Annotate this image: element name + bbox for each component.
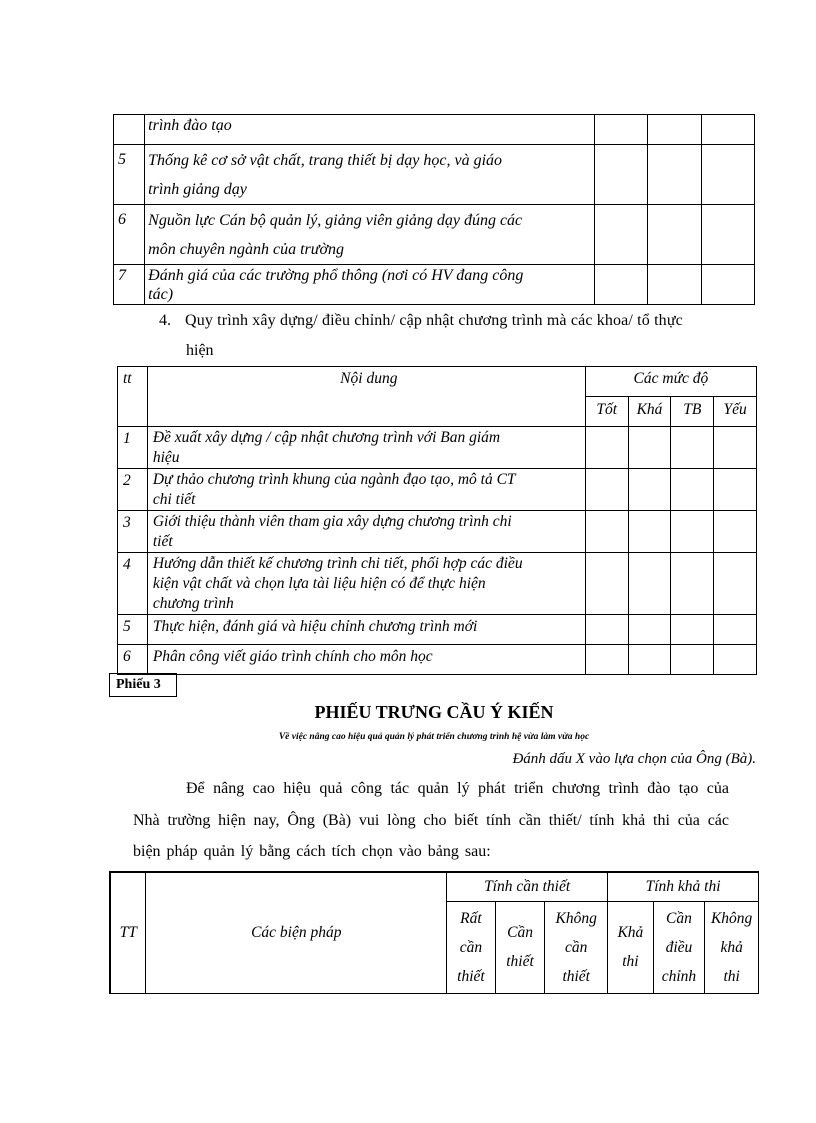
level-tot: Tốt <box>585 397 628 427</box>
rating-cell[interactable] <box>714 553 757 615</box>
rating-cell[interactable] <box>671 615 714 645</box>
row-number: 5 <box>118 615 148 645</box>
col-not-necessary: Không cần thiết <box>545 901 608 993</box>
col-necessary: Cần thiết <box>495 901 545 993</box>
group-header-feasibility: Tính khả thi <box>608 872 759 901</box>
rating-cell[interactable] <box>585 615 628 645</box>
rating-cell[interactable] <box>648 205 701 265</box>
col-header-measures: Các biện pháp <box>146 872 447 993</box>
rating-cell[interactable] <box>595 205 648 265</box>
rating-cell[interactable] <box>585 427 628 469</box>
rating-cell[interactable] <box>585 469 628 511</box>
rating-cell[interactable] <box>628 553 671 615</box>
criteria-table-continued <box>113 114 755 305</box>
row-text: Dự thảo chương trình khung của ngành đạo tạo, mô tả CT chi tiết <box>147 469 585 511</box>
level-tb: TB <box>671 397 714 427</box>
row-number: 2 <box>118 469 148 511</box>
row-text: Phân công viết giáo trình chính cho môn học <box>147 645 585 675</box>
rating-cell[interactable] <box>648 145 701 205</box>
row-text: trình đào tạo <box>145 115 595 145</box>
rating-cell[interactable] <box>671 469 714 511</box>
process-rating-table <box>117 366 757 675</box>
rating-cell[interactable] <box>648 265 701 305</box>
col-header-tt: TT <box>110 872 146 993</box>
rating-cell[interactable] <box>595 265 648 305</box>
rating-cell[interactable] <box>671 645 714 675</box>
section-title: Quy trình xây dựng/ điều chỉnh/ cập nhật chương trình mà các khoa/ tổ thực <box>185 312 683 329</box>
survey-intro-line2: Nhà trường hiện nay, Ông (Bà) vui lòng cho biết tính cần thiết/ tính khả thi của các <box>133 812 729 829</box>
rating-cell[interactable] <box>701 205 754 265</box>
rating-cell[interactable] <box>628 469 671 511</box>
section-4-heading <box>159 306 729 336</box>
form-label-box: Phiếu 3 <box>109 673 177 697</box>
row-text: Đề xuất xây dựng / cập nhật chương trình với Ban giám hiệu <box>147 427 585 469</box>
row-text: Thực hiện, đánh giá và hiệu chỉnh chương trình mới <box>147 615 585 645</box>
col-feasible: Khả thi <box>608 901 654 993</box>
group-header-necessity: Tính cần thiết <box>447 872 608 901</box>
col-header-levels: Các mức độ <box>585 367 756 397</box>
rating-cell[interactable] <box>714 645 757 675</box>
col-header-content: Nội dung <box>147 367 585 427</box>
row-text: Nguồn lực Cán bộ quản lý, giảng viên giảng dạy đúng các môn chuyên ngành của trường <box>145 205 595 265</box>
survey-instruction: Đánh dấu X vào lựa chọn của Ông (Bà). <box>512 751 756 767</box>
rating-cell[interactable] <box>628 511 671 553</box>
survey-intro-line1: Để nâng cao hiệu quả công tác quản lý phát triển chương trình đào tạo của <box>186 780 729 797</box>
level-kha: Khá <box>628 397 671 427</box>
rating-cell[interactable] <box>628 615 671 645</box>
row-number: 6 <box>114 205 145 265</box>
row-text: Thống kê cơ sở vật chất, trang thiết bị dạy học, và giáo trình giảng dạy <box>145 145 595 205</box>
rating-cell[interactable] <box>595 115 648 145</box>
rating-cell[interactable] <box>648 115 701 145</box>
rating-cell[interactable] <box>628 645 671 675</box>
survey-subtitle: Về việc nâng cao hiệu quả quản lý phát triển chương trình hệ vừa làm vừa học <box>278 732 590 742</box>
level-yeu: Yếu <box>714 397 757 427</box>
row-number <box>114 115 145 145</box>
col-very-necessary: Rất cần thiết <box>447 901 496 993</box>
row-number: 7 <box>114 265 145 305</box>
rating-cell[interactable] <box>714 615 757 645</box>
section-4-heading-cont: hiện <box>186 342 214 359</box>
col-not-feasible: Không khả thi <box>705 901 759 993</box>
rating-cell[interactable] <box>701 115 754 145</box>
survey-intro-line3: biện pháp quản lý bằng cách tích chọn vào bảng sau: <box>133 843 491 860</box>
col-header-tt: tt <box>118 367 148 427</box>
row-number: 3 <box>118 511 148 553</box>
row-text: Hướng dẫn thiết kế chương trình chi tiết, phối hợp các điều kiện vật chất và chọn lựa tài liệu hiện có để thực hiện chương trình <box>147 553 585 615</box>
section-number: 4. <box>159 312 171 329</box>
rating-cell[interactable] <box>585 511 628 553</box>
rating-cell[interactable] <box>701 265 754 305</box>
row-text: Đánh giá của các trường phổ thông (nơi có HV đang công tác) <box>145 265 595 305</box>
row-number: 1 <box>118 427 148 469</box>
row-number: 6 <box>118 645 148 675</box>
rating-cell[interactable] <box>628 427 671 469</box>
col-needs-adjustment: Cần điều chỉnh <box>653 901 705 993</box>
row-text: Giới thiệu thành viên tham gia xây dựng chương trình chi tiết <box>147 511 585 553</box>
measures-table <box>109 871 759 994</box>
rating-cell[interactable] <box>714 511 757 553</box>
row-number: 5 <box>114 145 145 205</box>
rating-cell[interactable] <box>671 511 714 553</box>
row-number: 4 <box>118 553 148 615</box>
rating-cell[interactable] <box>714 427 757 469</box>
rating-cell[interactable] <box>701 145 754 205</box>
rating-cell[interactable] <box>585 645 628 675</box>
rating-cell[interactable] <box>671 427 714 469</box>
rating-cell[interactable] <box>714 469 757 511</box>
survey-title: PHIẾU TRƯNG CẦU Ý KIẾN <box>314 702 554 722</box>
rating-cell[interactable] <box>585 553 628 615</box>
rating-cell[interactable] <box>595 145 648 205</box>
rating-cell[interactable] <box>671 553 714 615</box>
